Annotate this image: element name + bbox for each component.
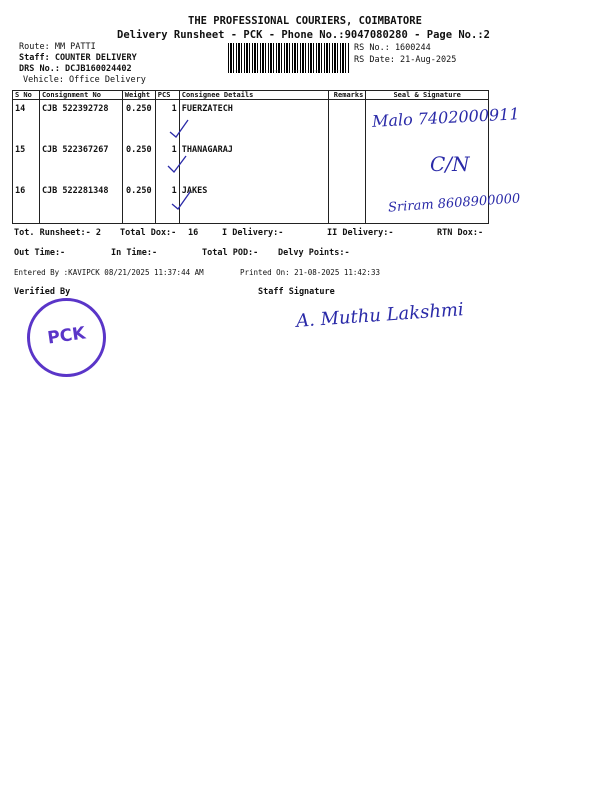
out-time: Out Time:- [14, 248, 66, 258]
verified-by-label: Verified By [14, 287, 71, 297]
handwritten-signature-row15: C/N [430, 152, 470, 176]
cell-consignment: CJB 522281348 [39, 182, 122, 224]
vehicle-label: Vehicle: Office Delivery [23, 75, 146, 85]
cell-pcs: 1 [155, 141, 179, 182]
first-delivery: I Delivery:- [222, 228, 284, 238]
cell-weight: 0.250 [122, 182, 155, 224]
col-seal-signature: Seal & Signature [366, 91, 489, 100]
runsheet-subtitle: Delivery Runsheet - PCK - Phone No.:9047080280 - Page No.:2 [117, 29, 490, 41]
cell-weight: 0.250 [122, 141, 155, 182]
staff-signature-label: Staff Signature [258, 287, 335, 297]
cell-consignee: JAKES [179, 182, 329, 224]
checkmark-icon [168, 118, 190, 140]
col-consignment: Consignment No [39, 91, 122, 100]
handwritten-signature-row16: Sriram 8608900000 [387, 191, 521, 216]
entered-by: Entered By :KAVIPCK 08/21/2025 11:37:44 AM [14, 268, 204, 277]
col-weight: Weight [122, 91, 155, 100]
rs-number: RS No.: 1600244 [354, 43, 431, 53]
handwritten-signature-row14: Malo 7402000911 [371, 104, 520, 131]
col-remarks: Remarks [329, 91, 366, 100]
cell-remarks [329, 141, 366, 182]
route-label: Route: MM PATTI [19, 42, 96, 52]
cell-consignment: CJB 522392728 [39, 100, 122, 142]
rtn-dox: RTN Dox:- [437, 228, 484, 238]
in-time: In Time:- [111, 248, 158, 258]
delvy-points: Delvy Points:- [278, 248, 350, 258]
checkmark-icon [170, 190, 192, 212]
total-dox-label: Total Dox:- [120, 228, 177, 238]
cell-sno: 16 [13, 182, 40, 224]
staff-label: Staff: COUNTER DELIVERY [19, 53, 137, 63]
staff-handwritten-signature: A. Muthu Lakshmi [295, 299, 465, 332]
col-sno: S No [13, 91, 40, 100]
cell-seal-signature [366, 141, 489, 182]
checkmark-icon [166, 153, 188, 175]
pck-stamp [27, 298, 106, 377]
table-row [13, 141, 489, 182]
stamp-text: PCK [46, 323, 87, 349]
table-header-row [13, 91, 489, 100]
cell-pcs: 1 [155, 100, 179, 142]
company-title: THE PROFESSIONAL COURIERS, COIMBATORE [188, 15, 422, 27]
cell-remarks [329, 182, 366, 224]
cell-remarks [329, 100, 366, 142]
tot-runsheet: Tot. Runsheet:- 2 [14, 228, 101, 238]
second-delivery: II Delivery:- [327, 228, 394, 238]
printed-on: Printed On: 21-08-2025 11:42:33 [240, 268, 380, 277]
total-pod: Total POD:- [202, 248, 259, 258]
col-consignee: Consignee Details [179, 91, 329, 100]
drs-number: DRS No.: DCJB160024402 [19, 64, 132, 74]
cell-sno: 14 [13, 100, 40, 142]
barcode [228, 43, 350, 73]
col-pcs: PCS [155, 91, 179, 100]
total-dox-value: 16 [188, 228, 199, 238]
cell-consignee: THANAGARAJ [179, 141, 329, 182]
cell-consignee: FUERZATECH [179, 100, 329, 142]
rs-date: RS Date: 21-Aug-2025 [354, 55, 457, 65]
cell-weight: 0.250 [122, 100, 155, 142]
cell-sno: 15 [13, 141, 40, 182]
cell-pcs: 1 [155, 182, 179, 224]
cell-consignment: CJB 522367267 [39, 141, 122, 182]
